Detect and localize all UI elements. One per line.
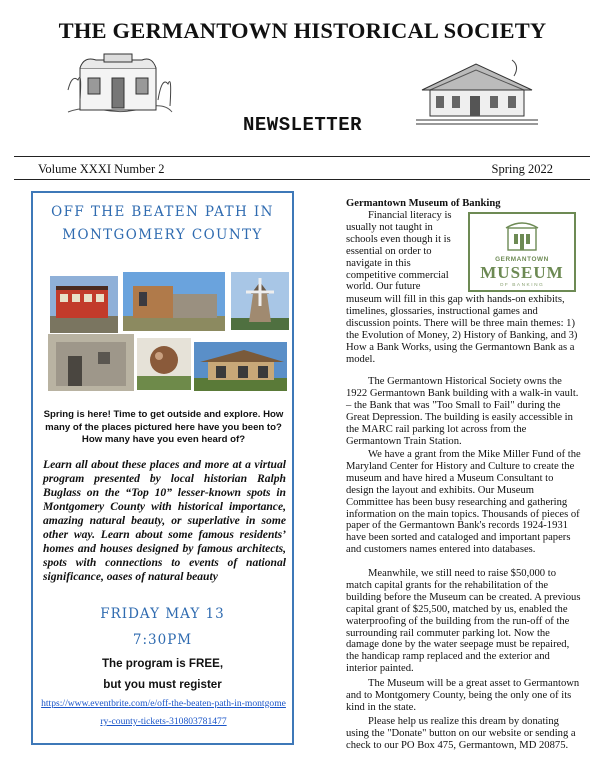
article-heading: Germantown Museum of Banking <box>346 198 501 209</box>
bank-building-sketch <box>64 50 174 118</box>
promo-description: Learn all about these places and more at a virtual program presented by local historian Ralph Buglass on the “Top 10” lesser-known spots in Montgomery County with historical importance, amazing natural beauty, or superlative in some other way. Learn about some famous residents’ homes and houses designed by famous architects, spots with connections to events of national significance, oases of natural beauty <box>43 458 286 583</box>
article-paragraph-5: The Museum will be a great asset to Germantown and to Montgomery County, being the only one of its kind in the state. <box>346 678 580 713</box>
bottom-divider <box>14 179 590 180</box>
issue-season: Spring 2022 <box>491 162 553 176</box>
logo-germantown-text: GERMANTOWN <box>495 256 549 263</box>
article-intro-wrapped <box>346 210 462 293</box>
top-divider <box>14 156 590 157</box>
logo-subtitle-text: OF BANKING <box>499 283 545 288</box>
promo-box <box>31 191 294 745</box>
newsletter-title: NEWSLETTER <box>242 114 363 136</box>
program-free-note: The program is FREE, <box>101 657 224 670</box>
promo-title-line2: MONTGOMERY COUNTY <box>62 227 263 243</box>
intro-line: world. Our future <box>346 281 421 293</box>
intro-line: Financial literacy is <box>368 210 452 221</box>
logo-museum-text: MUSEUM <box>480 263 564 282</box>
article-paragraph-4: Meanwhile, we still need to raise $50,000 to match capital grants for the rehabilitation of the building before the Museum can be created. A previous capital grant of $25,500, matched by us, enabled the waterproofing of the building from the run-off of the surrounding rail commuter parking lot. Now the damage done by the water seepage must be repaired, the handicap ramp replaced and the exterior and interior painted. <box>346 568 581 675</box>
modern-house-photo <box>123 272 225 331</box>
article-paragraph-6: Please help us realize this dream by donating using the "Donate" button on our website or sending a check to our PO Box 475, Germantown, MD 20875. <box>346 716 576 751</box>
event-time: 7:30PM <box>132 632 193 648</box>
promo-title-line1: OFF THE BEATEN PATH IN <box>51 204 274 220</box>
sculpture-photo <box>137 338 191 390</box>
masthead-title: THE GERMANTOWN HISTORICAL SOCIETY <box>58 18 547 43</box>
stone-building-photo <box>48 334 134 391</box>
volume-number: Volume XXXI Number 2 <box>38 162 165 176</box>
intro-line: essential on order to <box>346 245 432 257</box>
article-paragraph-3: We have a grant from the Mike Miller Fund of the Maryland Center for History and Culture to create the museum and have hired a Museum Consultant to design the layout and exhibits. Our Museum Committee has been busy researching and gathering information on the main topics. Thousands of pieces of paper of the Germantown Bank's records 1924-1931 have been sorted and cataloged and important papers and customers names entered into databases. <box>346 449 581 556</box>
register-note: but you must register <box>103 678 222 691</box>
article-paragraph-1-continued: museum will fill in this gap with hands-on exhibits, timelines, glossaries, instructional games and discussion points. There will be three main themes: 1) the Evolution of Money, 2) History of Banking, and 3) How a Bank Works, using the Germantown Bank as a model. <box>346 294 578 365</box>
promo-title <box>33 201 292 247</box>
intro-line: navigate in this <box>346 257 411 269</box>
event-date: FRIDAY MAY 13 <box>100 606 225 622</box>
eventbrite-registration-link[interactable]: https://www.eventbrite.com/e/off-the-beaten-path-in-montgomery-county-tickets-310803781477 <box>41 698 286 727</box>
windmill-photo <box>231 272 289 330</box>
pavilion-photo <box>194 342 287 391</box>
intro-line: competitive commercial <box>346 269 449 281</box>
bank-building-logo-icon <box>470 216 574 256</box>
intro-line: usually not taught in <box>346 221 433 233</box>
promo-question: Spring is here! Time to get outside and explore. How many of the places pictured here have you been to? How many have you even heard of? <box>43 409 284 445</box>
article-paragraph-2: The Germantown Historical Society owns the 1922 Germantown Bank building with a walk-in vault. – the Bank that was "Too Small to Fail" during the Great Depression. The building is easily accessible in the MARC rail parking lot across from the Germantown Train Station. <box>346 376 579 447</box>
museum-of-banking-logo <box>468 212 576 292</box>
trolley-photo <box>50 276 118 333</box>
intro-line: schools even though it is <box>346 233 451 245</box>
